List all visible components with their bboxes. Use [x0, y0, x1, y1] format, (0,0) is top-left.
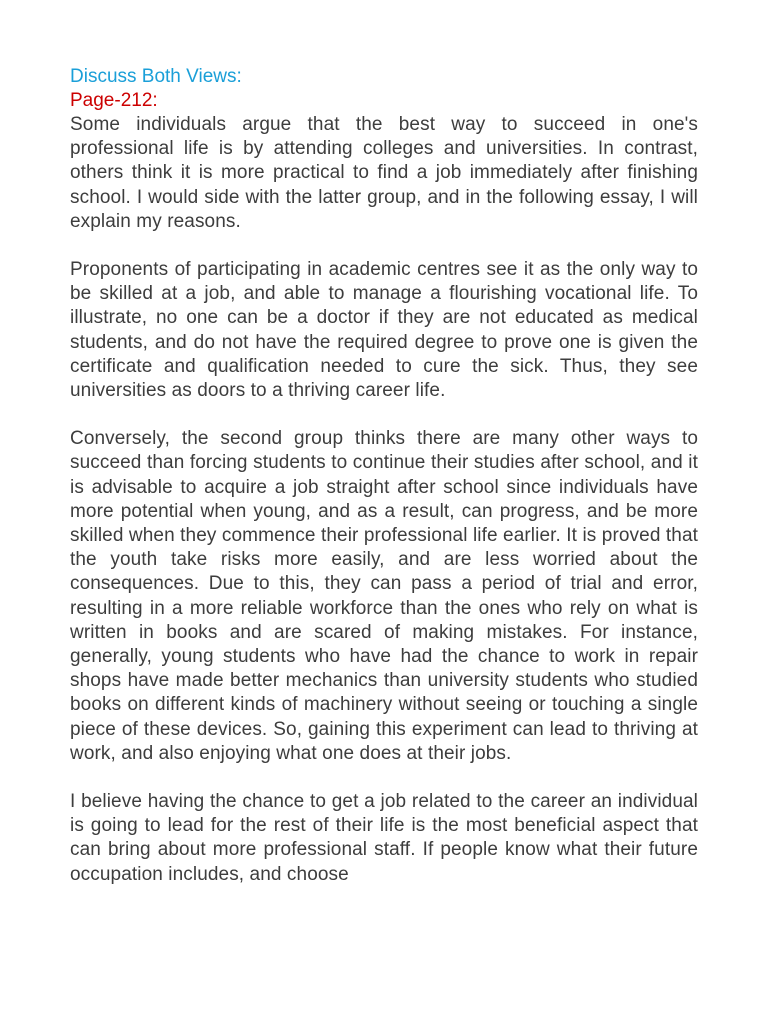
paragraph-opinion: I believe having the chance to get a job related to the career an individual is going to lead for the rest of their life is the most beneficial aspect that can bring about more professional staff. If people know what their future occupation includes, and choose	[70, 791, 698, 885]
page-label: Page-212:	[70, 90, 158, 111]
document-page	[70, 65, 698, 911]
paragraph-view-two: Conversely, the second group thinks there are many other ways to succeed than forcing students to continue their studies after school, and it is advisable to acquire a job straight after school since individuals have more potential when young, and as a result, can progress, and be more skilled when they commence their professional life earlier. It is proved that the youth take risks more easily, and are less worried about the consequences. Due to this, they can pass a period of trial and error, resulting in a more reliable workforce than the ones who rely on what is written in books and are scared of making mistakes. For instance, generally, young students who have had the chance to work in repair shops have made better mechanics than university students who studied books on different kinds of machinery without seeing or touching a single piece of these devices. So, gaining this experiment can lead to thriving at work, and also enjoying what one does at their jobs.	[70, 428, 698, 764]
paragraph-intro: Some individuals argue that the best way to succeed in one's professional life is by attending colleges and universities. In contrast, others think it is more practical to find a job immediately after finishing school. I would side with the latter group, and in the following essay, I will explain my reasons.	[70, 114, 698, 232]
document-heading: Discuss Both Views:	[70, 66, 242, 87]
paragraph-view-one: Proponents of participating in academic centres see it as the only way to be skilled at a job, and able to manage a flourishing vocational life. To illustrate, no one can be a doctor if they are not educated as medical students, and do not have the required degree to prove one is given the certificate and qualification needed to cure the sick. Thus, they see universities as doors to a thriving career life.	[70, 259, 698, 402]
